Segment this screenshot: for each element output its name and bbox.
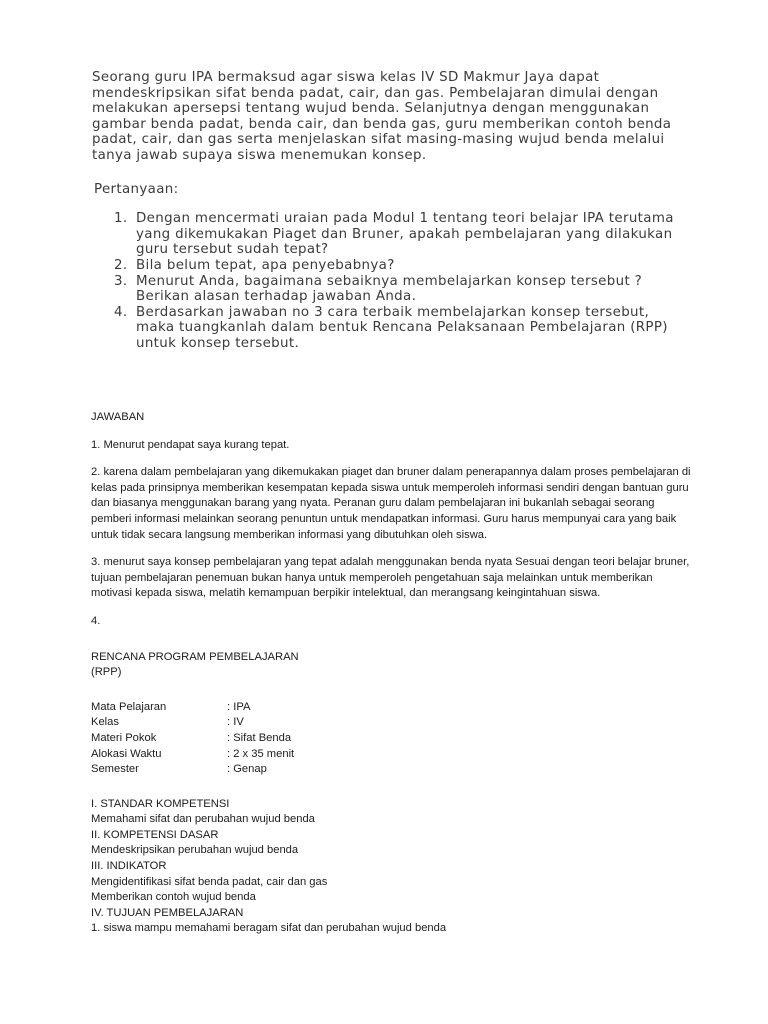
section-text: Mendeskripsikan perubahan wujud benda (91, 844, 299, 857)
section-heading: III. INDIKATOR (91, 860, 167, 873)
identity-key: Kelas (91, 716, 119, 729)
rpp-subtitle: (RPP) (91, 666, 122, 679)
question-text: Dengan mencermati uraian pada Modul 1 tentang teori belajar IPA terutama yang dikemukakan Piaget dan Bruner, apakah pembelajaran yang dilakukan guru tersebut sudah tepat? (136, 211, 674, 258)
answer-3: 3. menurut saya konsep pembelajaran yang tepat adalah menggunakan benda nyata Sesuai dengan teori belajar bruner, tujuan pembelajaran penemuan bukan hanya untuk memperoleh pengetahuan saja melainkan untuk memberikan motivasi kepada siswa, melatih kemampuan berpikir intelektual, dan merangsang keingintahuan siswa. (91, 556, 690, 600)
table-row (91, 731, 294, 747)
rpp-sections (91, 797, 691, 937)
table-row (91, 715, 294, 731)
question-number: 2. (114, 257, 128, 273)
identity-value: : Sifat Benda (227, 731, 292, 744)
section-text: Mengidentifikasi sifat benda padat, cair dan gas (91, 875, 328, 888)
question-text: Berdasarkan jawaban no 3 cara terbaik membelajarkan konsep tersebut, maka tuangkanlah dalam bentuk Rencana Pelaksanaan Pembelajaran (RPP) untuk konsep tersebut. (136, 304, 668, 351)
question-number: 4. (114, 304, 128, 320)
table-row (91, 762, 294, 778)
section-heading: II. KOMPETENSI DASAR (91, 828, 219, 841)
table-row (91, 700, 294, 716)
identity-value: : IV (227, 716, 244, 729)
section-heading: IV. TUJUAN PEMBELAJARAN (91, 906, 244, 919)
question-item (92, 274, 682, 305)
question-item (92, 305, 682, 352)
identity-value: : 2 x 35 menit (227, 747, 295, 760)
identity-key: Materi Pokok (91, 731, 157, 744)
rpp-identity-table (91, 700, 294, 778)
questions-heading: Pertanyaan: (94, 181, 179, 197)
identity-key: Mata Pelajaran (91, 700, 167, 713)
identity-value: : IPA (227, 700, 251, 713)
identity-key: Semester (91, 763, 139, 776)
question-text: Bila belum tepat, apa penyebabnya? (136, 257, 395, 273)
question-text: Menurut Anda, bagaimana sebaiknya membelajarkan konsep tersebut ? Berikan alasan terhadap jawaban Anda. (136, 273, 643, 305)
case-description: Seorang guru IPA bermaksud agar siswa kelas IV SD Makmur Jaya dapat mendeskripsikan sifat benda padat, cair, dan gas. Pembelajaran dimulai dengan melakukan apersepsi tentang wujud benda. Selanjutnya dengan menggunakan gambar benda padat, benda cair, dan benda gas, guru memberikan contoh benda padat, cair, dan gas serta menjelaskan sifat masing-masing wujud benda melalui tanya jawab supaya siswa menemukan konsep. (92, 70, 672, 163)
question-item (92, 211, 682, 258)
identity-key: Alokasi Waktu (91, 747, 162, 760)
question-section (92, 70, 682, 352)
identity-value: : Genap (227, 763, 267, 776)
section-text: Memahami sifat dan perubahan wujud benda (91, 813, 315, 826)
section-text: 1. siswa mampu memahami beragam sifat dan perubahan wujud benda (91, 922, 447, 935)
answer-4: 4. (91, 614, 101, 627)
rpp-title: RENCANA PROGRAM PEMBELAJARAN (91, 650, 299, 663)
table-row (91, 747, 294, 763)
section-heading: I. STANDAR KOMPETENSI (91, 797, 230, 810)
question-list (92, 211, 682, 351)
answer-section (91, 410, 691, 937)
answer-1: 1. Menurut pendapat saya kurang tepat. (91, 438, 290, 451)
question-item (92, 258, 682, 274)
question-number: 1. (114, 211, 128, 227)
question-number: 3. (114, 273, 128, 289)
section-text: Memberikan contoh wujud benda (91, 891, 256, 904)
answer-2: 2. karena dalam pembelajaran yang dikemukakan piaget dan bruner dalam penerapannya dalam proses pembelajaran di kelas pada prinsipnya memberikan kesempatan kepada siswa untuk memperoleh informasi sendiri dengan bantuan guru dan biasanya menggunakan barang yang nyata. Peranan guru dalam pembelajaran ini bukanlah sebagai seorang pemberi informasi melainkan seorang penuntun untuk mendapatkan informasi. Guru harus mempunyai cara yang baik untuk tidak secara langsung memberikan informasi yang dibutuhkan oleh siswa. (91, 466, 691, 541)
answer-heading: JAWABAN (91, 411, 145, 423)
